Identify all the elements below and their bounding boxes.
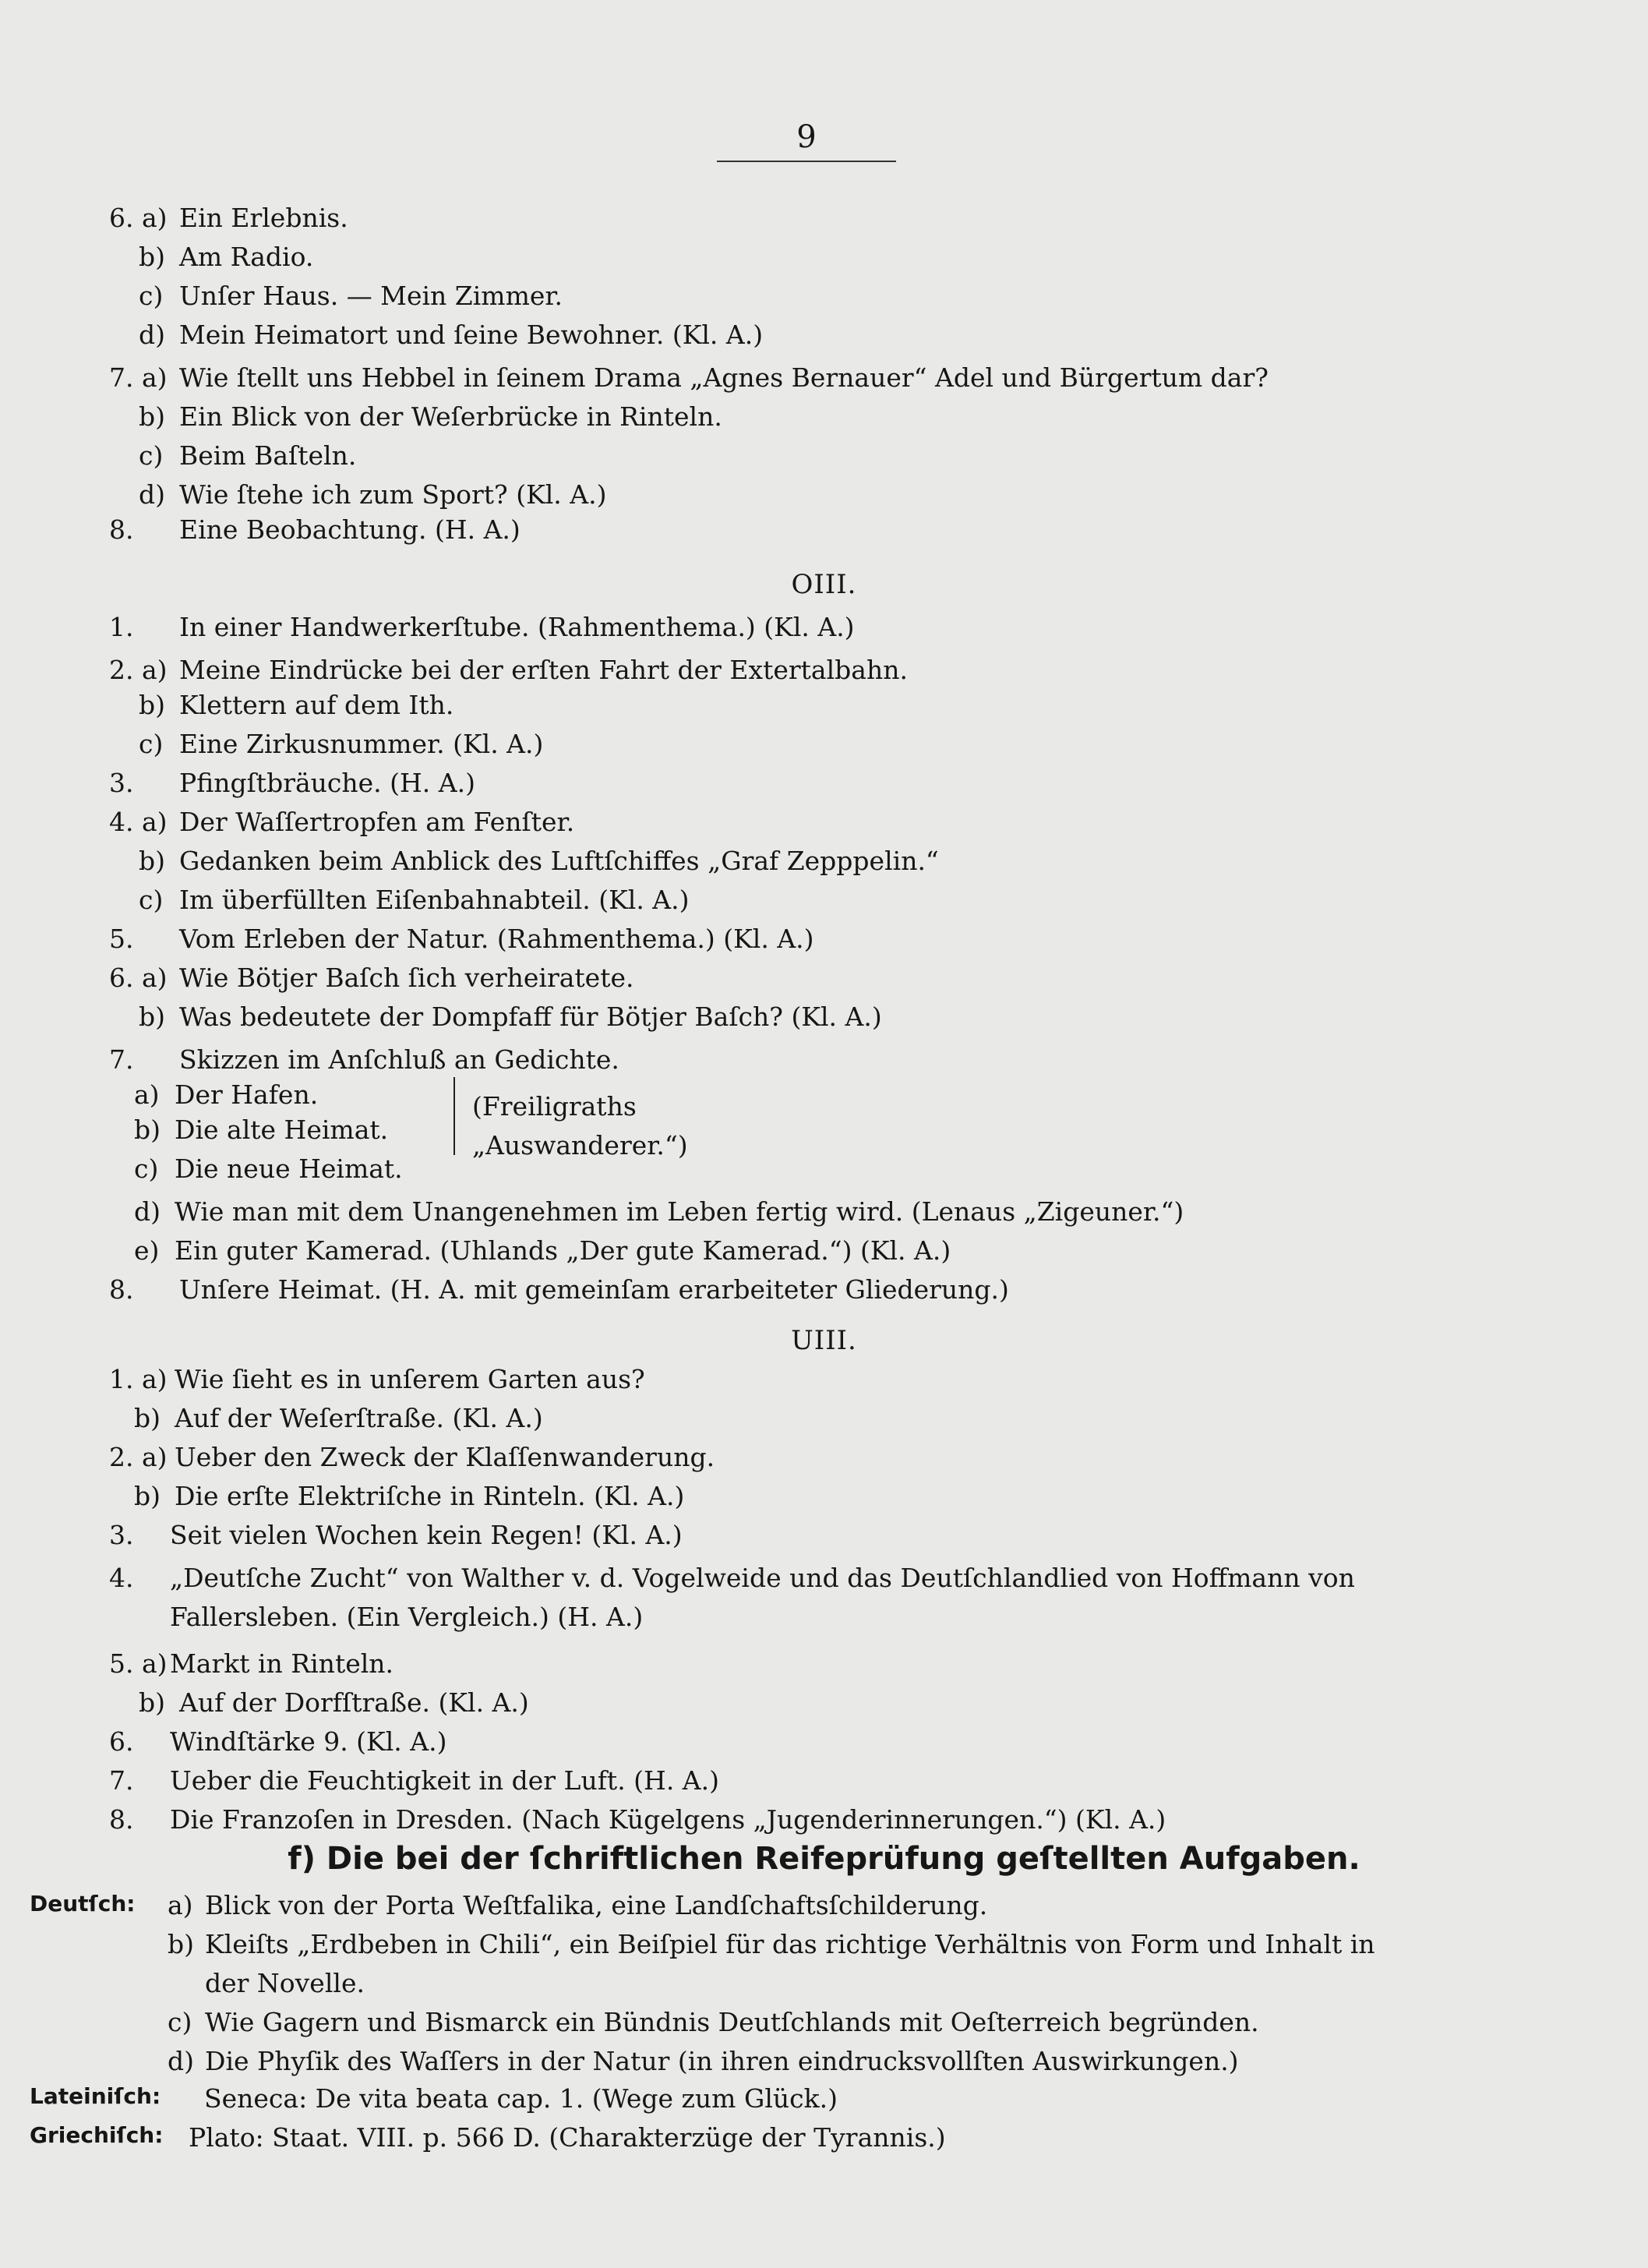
item-text: Seit vielen Wochen kein Regen! (Kl. A.) (170, 1520, 683, 1550)
section-f-title: f) Die bei der ſchriftlichen Reifeprüfung geſtellten Aufgaben. (288, 1841, 1360, 1877)
list-item (109, 959, 1551, 998)
brace-note-line-2: „Auswanderer.“) (472, 1130, 688, 1160)
subject-label-griechisch: Griechiſch: (30, 2122, 164, 2148)
latein-task: Seneca: De vita beata cap. 1. (Wege zum Glück.) (204, 2083, 838, 2114)
item-number: b) (139, 401, 165, 432)
list-item (109, 881, 1551, 920)
list-item (109, 359, 1551, 397)
list-item (109, 1644, 1551, 1683)
item-text: Ueber den Zweck der Klaſſenwanderung. (175, 1442, 715, 1472)
griechisch-task: Plato: Staat. VIII. p. 566 D. (Charakterzüge der Tyrannis.) (189, 2122, 946, 2153)
item-text: Klettern auf dem Ith. (179, 690, 454, 720)
item-number: b) (134, 1115, 161, 1145)
item-text: Wie Gagern und Bismarck ein Bündnis Deutſchlands mit Oeſterreich begründen. (205, 2007, 1259, 2037)
item-number: c) (134, 1153, 159, 1184)
item-text: Die Phyſik des Waſſers in der Natur (in ihren eindrucksvollſten Auswirkungen.) (205, 2046, 1239, 2076)
item-number: d) (139, 320, 165, 350)
item-number: 5. (109, 924, 134, 954)
list-item (109, 1040, 1551, 1079)
item-number: 6. (109, 1726, 134, 1757)
item-text: Unſere Heimat. (H. A. mit gemeinſam erarbeiteter Gliederung.) (179, 1274, 1009, 1305)
class-heading-uiii: UIII. (791, 1325, 857, 1356)
list-item (109, 651, 1551, 690)
item-text: Gedanken beim Anblick des Luftſchiffes „Graf Zepppelin.“ (179, 846, 939, 876)
list-item (109, 1399, 1551, 1438)
list-item (109, 475, 1551, 514)
list-item (109, 1683, 1551, 1722)
item-number: b) (134, 1481, 161, 1511)
item-number: b) (134, 1403, 161, 1433)
item-number: c) (139, 885, 164, 915)
brace-bracket (453, 1077, 455, 1155)
item-number: 1. a) (109, 1364, 168, 1394)
item-text: Wie Bötjer Baſch ſich verheiratete. (179, 963, 634, 993)
item-text: Pfingſtbräuche. (H. A.) (179, 768, 475, 798)
list-item (109, 725, 1551, 764)
item-text: Der Waſſertropfen am Fenſter. (179, 807, 575, 837)
list-item (109, 1761, 1551, 1800)
list-item (109, 764, 1551, 803)
item-text: Skizzen im Anſchluß an Gedichte. (179, 1044, 619, 1075)
list-item (109, 238, 1551, 277)
item-text: Kleiſts „Erdbeben in Chili“, ein Beiſpiel für das richtige Verhältnis von Form und Inhalt in (205, 1929, 1375, 1959)
item-number: c) (139, 281, 164, 311)
list-item (109, 397, 1551, 436)
item-text: Ein guter Kamerad. (Uhlands „Der gute Kamerad.“) (Kl. A.) (175, 1235, 951, 1266)
item-text: Die neue Heimat. (175, 1153, 403, 1184)
list-item (109, 920, 1551, 959)
item-text: Ueber die Feuchtigkeit in der Luft. (H. A.) (170, 1765, 720, 1796)
list-item (109, 1076, 1551, 1115)
list-item (109, 686, 1551, 725)
item-number: d) (139, 479, 165, 510)
item-number: d) (134, 1196, 161, 1227)
item-number: 7. (109, 1044, 134, 1075)
subject-label-latein: Lateiniſch: (30, 2083, 161, 2109)
page-number-rule (717, 161, 896, 162)
item-number: b) (139, 690, 165, 720)
list-item (168, 1925, 1570, 1964)
item-text: Auf der Dorfſtraße. (Kl. A.) (179, 1687, 529, 1718)
list-item (168, 1886, 1570, 1925)
item-text: Windſtärke 9. (Kl. A.) (170, 1726, 447, 1757)
item-text: Die erſte Elektriſche in Rinteln. (Kl. A.) (175, 1481, 685, 1511)
item-text: Blick von der Porta Weſtfalika, eine Landſchaftsſchilderung. (205, 1890, 988, 1920)
list-item (109, 199, 1551, 238)
list-item (109, 842, 1551, 881)
list-item (109, 1438, 1551, 1477)
item-number: b) (139, 242, 165, 272)
item-number: b) (139, 846, 165, 876)
list-item (109, 1559, 1551, 1598)
item-text: Was bedeutete der Dompfaff für Bötjer Baſch? (Kl. A.) (179, 1002, 882, 1032)
list-item (109, 1231, 1551, 1270)
item-number: b) (139, 1687, 165, 1718)
item-number: a) (134, 1079, 160, 1110)
item-number: e) (134, 1235, 160, 1266)
list-item (109, 1111, 1551, 1150)
item-text: In einer Handwerkerſtube. (Rahmenthema.) (Kl. A.) (179, 612, 855, 642)
list-item (109, 1516, 1551, 1555)
list-item (109, 436, 1551, 475)
item-text: Am Radio. (179, 242, 314, 272)
item-text: Ein Blick von der Weſerbrücke in Rinteln. (179, 401, 722, 432)
item-number: 1. (109, 612, 134, 642)
item-number: 4. (109, 1563, 134, 1593)
item-text: „Deutſche Zucht“ von Walther v. d. Vogelweide und das Deutſchlandlied von Hoffmann von (170, 1563, 1355, 1593)
item-text: Eine Zirkusnummer. (Kl. A.) (179, 729, 544, 759)
item-text: Fallersleben. (Ein Vergleich.) (H. A.) (170, 1602, 644, 1632)
item-number: 7. a) (109, 362, 168, 393)
item-text: Beim Baſteln. (179, 440, 357, 471)
list-item (109, 1477, 1551, 1516)
list-item (109, 608, 1551, 647)
item-text: Auf der Weſerſtraße. (Kl. A.) (175, 1403, 543, 1433)
item-text: Vom Erleben der Natur. (Rahmenthema.) (Kl. A.) (179, 924, 814, 954)
item-text: Im überfüllten Eiſenbahnabteil. (Kl. A.) (179, 885, 690, 915)
item-text: Die Franzoſen in Dresden. (Nach Kügelgens „Jugenderinnerungen.“) (Kl. A.) (170, 1804, 1166, 1835)
item-number: d) (168, 2046, 194, 2076)
list-item (168, 2003, 1570, 2042)
list-item (109, 1598, 1551, 1637)
item-number: 4. a) (109, 807, 168, 837)
list-item (168, 1964, 1570, 2003)
item-text: Wie man mit dem Unangenehmen im Leben fertig wird. (Lenaus „Zigeuner.“) (175, 1196, 1184, 1227)
item-number: a) (168, 1890, 193, 1920)
item-text: Wie ſtellt uns Hebbel in ſeinem Drama „Agnes Bernauer“ Adel und Bürgertum dar? (179, 362, 1269, 393)
item-number: 8. (109, 1274, 134, 1305)
item-number: 7. (109, 1765, 134, 1796)
subject-label-deutsch: Deutſch: (30, 1891, 136, 1916)
item-number: c) (139, 729, 164, 759)
item-text: Wie ſieht es in unſerem Garten aus? (175, 1364, 645, 1394)
item-number: 6. a) (109, 963, 168, 993)
list-item (109, 1360, 1551, 1399)
item-text: Der Hafen. (175, 1079, 319, 1110)
item-number: 5. a) (109, 1648, 168, 1679)
item-text: Markt in Rinteln. (170, 1648, 394, 1679)
item-text: Mein Heimatort und ſeine Bewohner. (Kl. A.) (179, 320, 764, 350)
list-item (109, 277, 1551, 316)
item-number: b) (168, 1929, 194, 1959)
item-text: Meine Eindrücke bei der erſten Fahrt der Extertalbahn. (179, 655, 908, 685)
item-text: Eine Beobachtung. (H. A.) (179, 514, 521, 545)
list-item (109, 803, 1551, 842)
item-text: Ein Erlebnis. (179, 203, 348, 233)
item-number: 8. (109, 514, 134, 545)
item-text: Die alte Heimat. (175, 1115, 389, 1145)
item-text: Wie ſtehe ich zum Sport? (Kl. A.) (179, 479, 607, 510)
item-number: 3. (109, 768, 134, 798)
list-item (109, 1192, 1551, 1231)
item-number: 2. a) (109, 1442, 168, 1472)
class-heading-oiii: OIII. (791, 569, 857, 600)
list-item (109, 1722, 1551, 1761)
item-text: Unſer Haus. — Mein Zimmer. (179, 281, 563, 311)
item-number: 3. (109, 1520, 134, 1550)
list-item (109, 998, 1551, 1037)
page-number: 9 (796, 119, 817, 155)
item-number: 6. a) (109, 203, 168, 233)
item-number: 2. a) (109, 655, 168, 685)
item-number: b) (139, 1002, 165, 1032)
list-item (109, 1150, 1551, 1189)
list-item (109, 1270, 1551, 1309)
item-number: c) (168, 2007, 192, 2037)
item-number: c) (139, 440, 164, 471)
item-number: 8. (109, 1804, 134, 1835)
brace-note-line-1: (Freiligraths (472, 1091, 637, 1122)
item-text: der Novelle. (205, 1968, 365, 1998)
list-item (109, 316, 1551, 355)
list-item (109, 1800, 1551, 1839)
list-item (109, 510, 1551, 549)
list-item (168, 2042, 1570, 2081)
